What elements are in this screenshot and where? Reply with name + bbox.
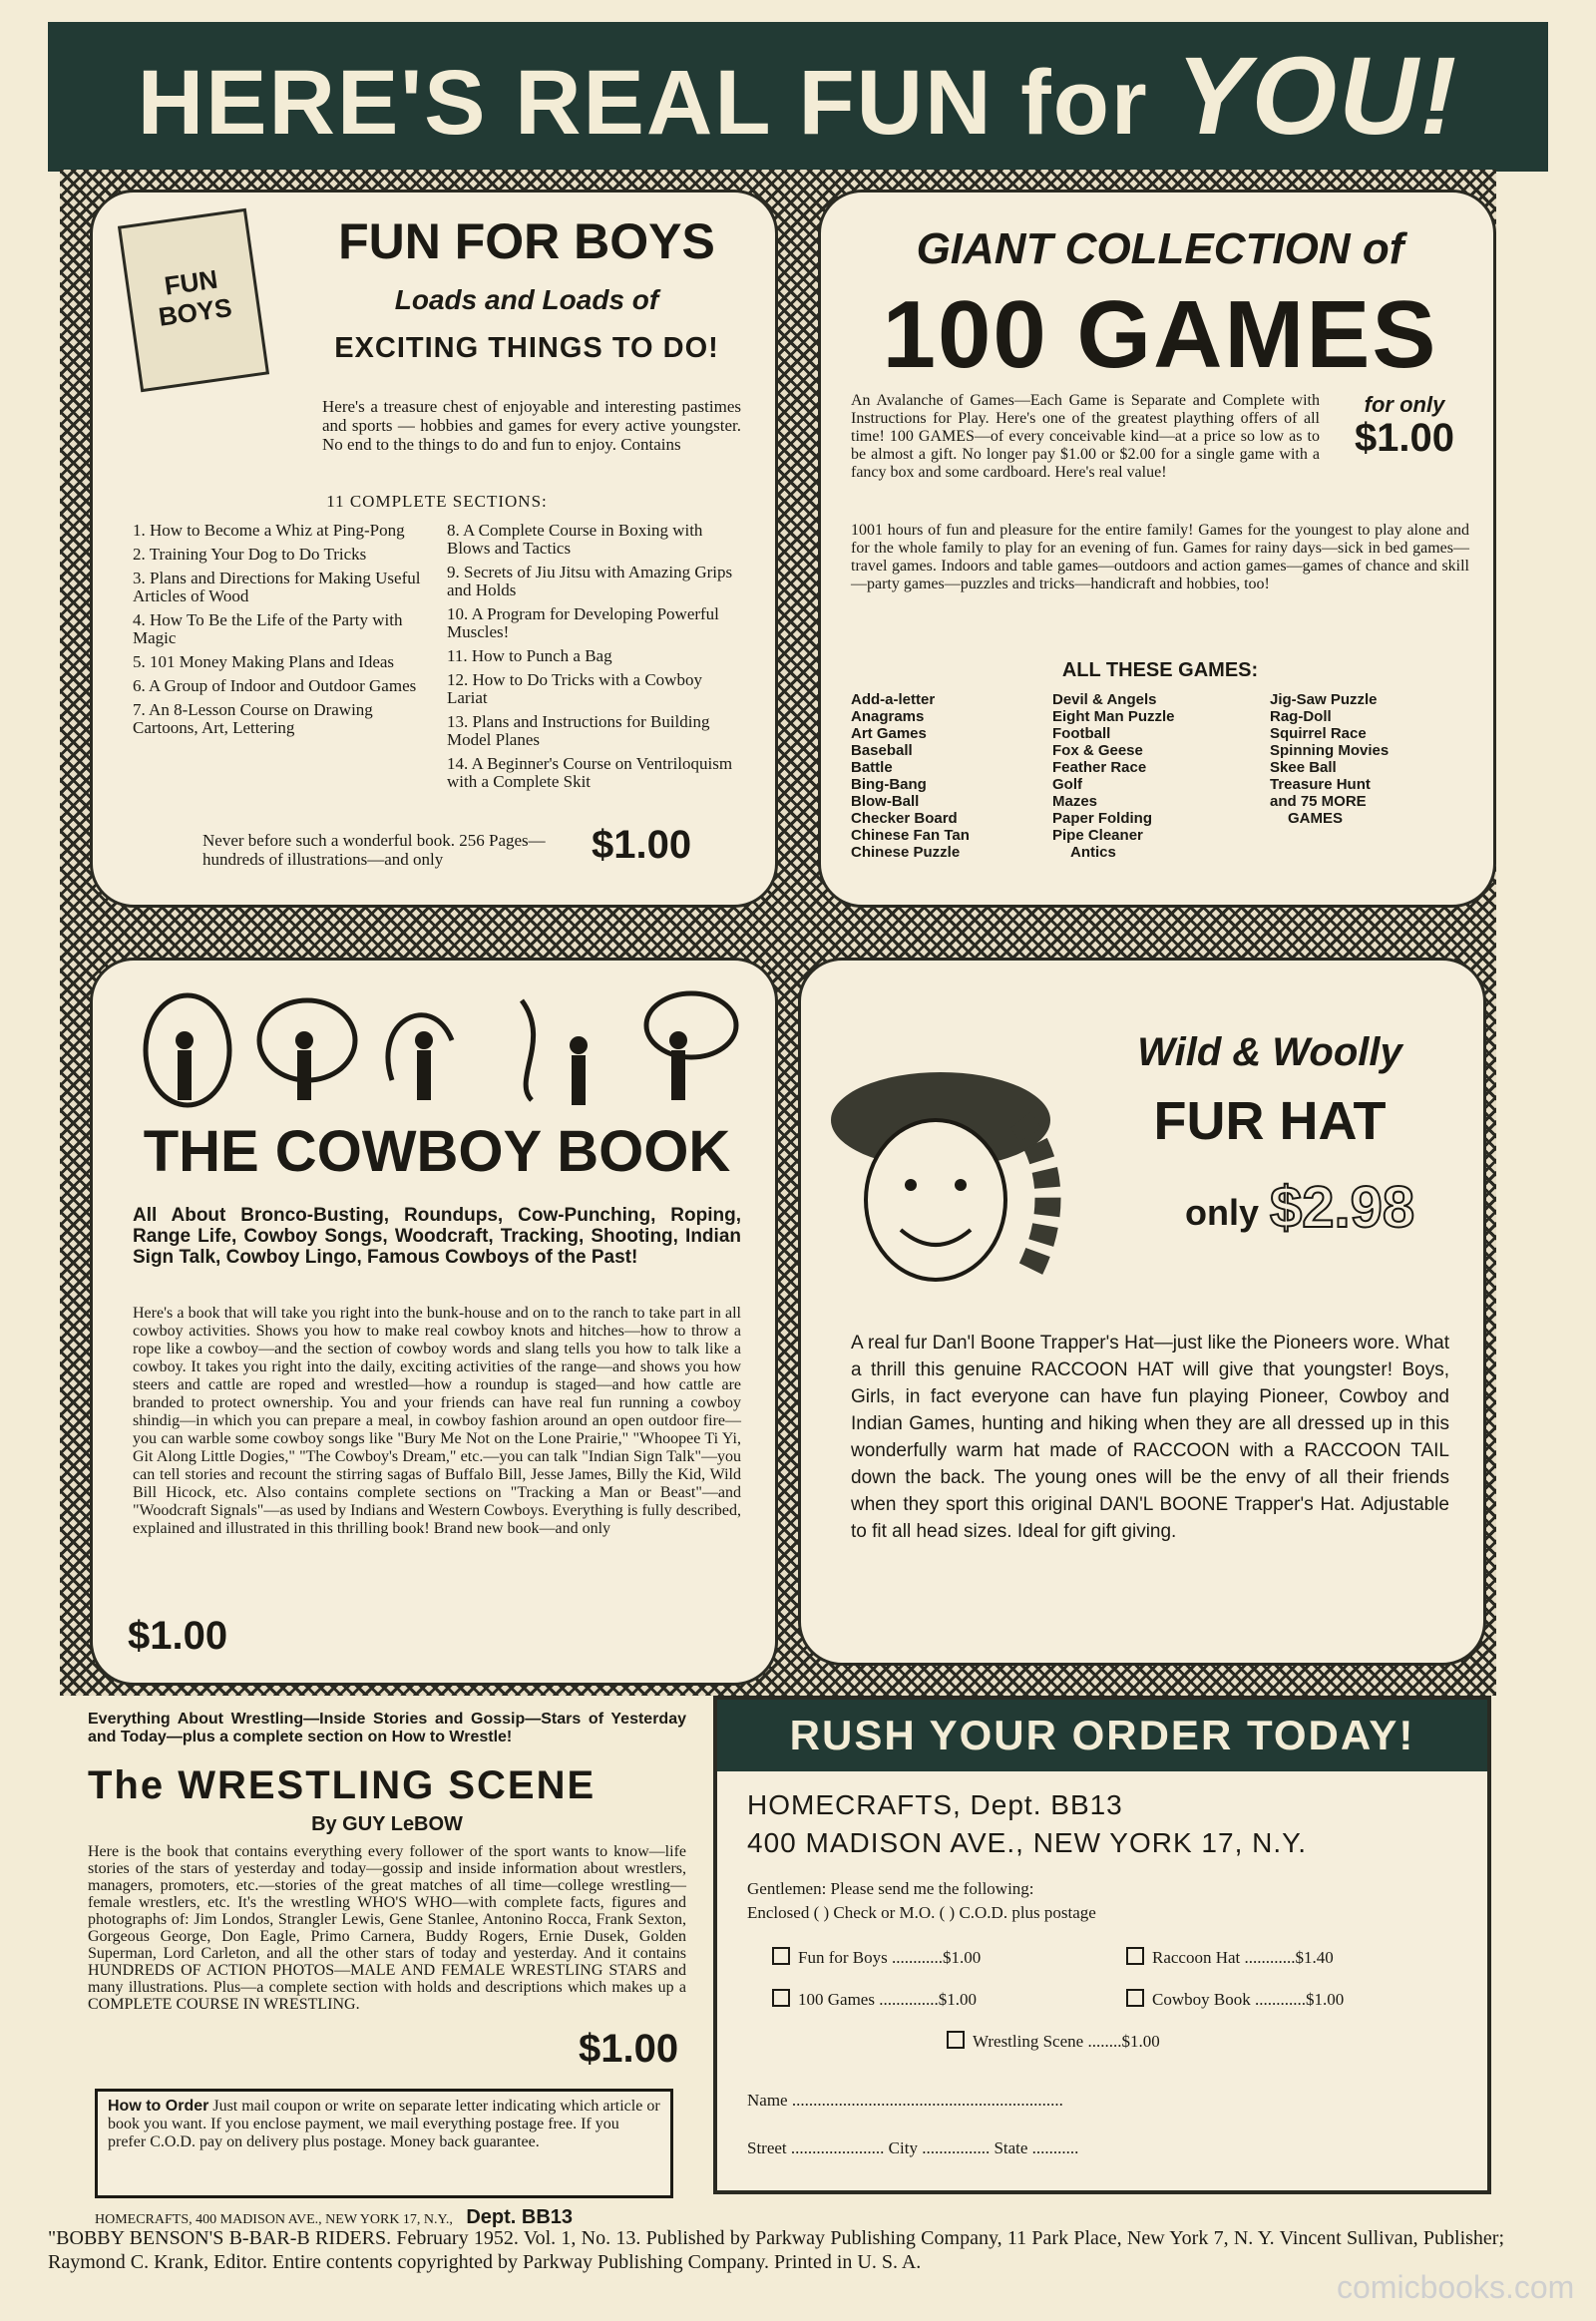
- order-item-fun-for-boys[interactable]: [772, 1947, 981, 1968]
- games-title1: GIANT COLLECTION of: [916, 224, 1404, 273]
- games-title2: 100 GAMES: [882, 281, 1438, 388]
- order-item-label: Raccoon Hat ............$1.40: [1152, 1948, 1334, 1967]
- game-item: Anagrams: [851, 708, 925, 725]
- order-item-cowboy-book[interactable]: [1126, 1989, 1344, 2010]
- game-item: Feather Race: [1052, 759, 1147, 776]
- order-item-label: Wrestling Scene ........$1.00: [973, 2032, 1160, 2051]
- game-item: Squirrel Race: [1270, 725, 1367, 742]
- lasso-cowboys-illustration: [133, 980, 751, 1110]
- game-item: and 75 MORE: [1270, 793, 1367, 810]
- order-address-1: HOMECRAFTS, Dept. BB13: [747, 1789, 1123, 1820]
- section-item: 8. A Complete Course in Boxing with Blows and Tactics: [447, 521, 703, 558]
- order-street-city-state-field[interactable]: Street ...................... City ................ State ...........: [747, 2138, 1079, 2157]
- cowboy-book-lead: All About Bronco-Busting, Roundups, Cow-Punching, Roping, Range Life, Cowboy Songs, Woodcraft, Tracking, Shooting, Indian Sign Talk, Cowboy Lingo, Famous Cowboys of the Past!: [133, 1205, 741, 1268]
- game-item: Bing-Bang: [851, 776, 927, 793]
- game-item: Fox & Geese: [1052, 742, 1143, 759]
- order-item-raccoon-hat[interactable]: [1126, 1947, 1334, 1968]
- game-item: GAMES: [1288, 810, 1344, 827]
- fun-for-boys-intro: Here's a treasure chest of enjoyable and interesting pastimes and sports — hobbies and games for every active youngster. No end to the things to do and fun to enjoy. Contains: [322, 397, 741, 454]
- game-item: Devil & Angels: [1052, 691, 1157, 708]
- fun-for-boys-price: $1.00: [592, 823, 692, 867]
- site-watermark: comicbooks.com: [1337, 2269, 1575, 2305]
- game-item: Pipe Cleaner: [1052, 827, 1143, 844]
- section-item: 12. How to Do Tricks with a Cowboy Lariat: [447, 670, 702, 707]
- cowboy-book-title: THE COWBOY BOOK: [143, 1119, 731, 1184]
- book-label: FUN BOYS: [157, 263, 234, 332]
- games-col-1: [851, 691, 1040, 861]
- section-item: 5. 101 Money Making Plans and Ideas: [133, 652, 395, 671]
- game-item: Rag-Doll: [1270, 708, 1332, 725]
- section-item: 2. Training Your Dog to Do Tricks: [133, 545, 367, 564]
- cowboy-book-price: $1.00: [128, 1614, 228, 1658]
- section-item: 13. Plans and Instructions for Building Model Planes: [447, 712, 710, 749]
- order-item-label: Fun for Boys ............$1.00: [798, 1948, 982, 1967]
- order-gentlemen: Gentlemen: Please send me the following:: [747, 1879, 1034, 1898]
- game-item: Skee Ball: [1270, 759, 1337, 776]
- fur-hat-only: only: [1185, 1192, 1260, 1233]
- sections-left-list: [133, 522, 422, 743]
- games-intro: An Avalanche of Games—Each Game is Separate and Complete with Instructions for Play. Here's one of the greatest plaything offers of all time! 100 GAMES—of every conceivable kind—at a price so low as to be almost a gift. No longer pay $1.00 or $2.00 for a single game with a fancy box and some cardboard. Here's real value!: [851, 392, 1320, 481]
- game-item: Jig-Saw Puzzle: [1270, 691, 1378, 708]
- how-to-order-body: Just mail coupon or write on separate letter indicating which article or book you want. If you enclose payment, we mail everything postage free. If you prefer C.O.D. pay on delivery plus postage. Money back guarantee.: [108, 2098, 660, 2150]
- section-item: 4. How To Be the Life of the Party with Magic: [133, 610, 403, 647]
- order-item-label: Cowboy Book ............$1.00: [1152, 1990, 1345, 2009]
- game-item: Antics: [1070, 844, 1116, 861]
- order-name-field[interactable]: Name ................................................................: [747, 2091, 1063, 2110]
- sections-heading: 11 COMPLETE SECTIONS:: [326, 492, 548, 511]
- homecrafts-dept: Dept. BB13: [466, 2206, 574, 2228]
- games-col-2: [1052, 691, 1252, 861]
- headline-emphasis: YOU!: [1176, 35, 1459, 158]
- game-item: Paper Folding: [1052, 810, 1153, 827]
- fun-for-boys-title: FUN FOR BOYS: [338, 213, 715, 269]
- fur-hat-title2: FUR HAT: [1153, 1091, 1387, 1151]
- game-item: Baseball: [851, 742, 913, 759]
- wrestling-title: The WRESTLING SCENE: [88, 1763, 597, 1807]
- fun-for-boys-panel: [90, 190, 778, 908]
- order-header: RUSH YOUR ORDER TODAY!: [717, 1700, 1487, 1771]
- book-illustration: [118, 208, 269, 392]
- game-item: Chinese Puzzle: [851, 844, 961, 861]
- headline-main: HERE'S REAL FUN for: [137, 52, 1177, 154]
- games-col-3: [1270, 691, 1479, 827]
- cowboy-book-panel: [90, 958, 778, 1686]
- section-item: 14. A Beginner's Course on Ventriloquism with a Complete Skit: [447, 754, 733, 791]
- game-item: Battle: [851, 759, 893, 776]
- checkbox-icon[interactable]: [1126, 1947, 1144, 1965]
- games-panel: [818, 190, 1496, 908]
- game-item: Blow-Ball: [851, 793, 920, 810]
- fur-hat-panel: [798, 958, 1486, 1666]
- game-item: Chinese Fan Tan: [851, 827, 970, 844]
- wrestling-lead: Everything About Wrestling—Inside Stories and Gossip—Stars of Yesterday and Today—plus a complete section on How to Wrestle!: [88, 1711, 686, 1745]
- order-item-100-games[interactable]: [772, 1989, 977, 2010]
- fun-for-boys-subtitle: Loads and Loads of: [394, 284, 659, 315]
- game-item: Add-a-letter: [851, 691, 936, 708]
- section-item: 10. A Program for Developing Powerful Muscles!: [447, 604, 719, 641]
- section-item: 7. An 8-Lesson Course on Drawing Cartoons, Art, Lettering: [133, 700, 373, 737]
- section-item: 6. A Group of Indoor and Outdoor Games: [133, 676, 417, 695]
- games-para2: 1001 hours of fun and pleasure for the entire family! Games for the youngest to play alone and for the whole family to play for an evening of fun. Games for rainy days—sick in bed games—travel games. Indoors and table games—outdoors and action games—games of chance and skill—party games—puzzles and tricks—handicraft and hobbies, too!: [851, 522, 1469, 592]
- wrestling-author: By GUY LeBOW: [311, 1813, 463, 1835]
- fur-hat-title1: Wild & Woolly: [1137, 1030, 1402, 1074]
- checkbox-icon[interactable]: [947, 2031, 965, 2049]
- game-item: Checker Board: [851, 810, 958, 827]
- game-item: Mazes: [1052, 793, 1098, 810]
- fun-for-boys-subtitle2: EXCITING THINGS TO DO!: [334, 332, 719, 364]
- order-address-2: 400 MADISON AVE., NEW YORK 17, N.Y.: [747, 1827, 1307, 1858]
- section-item: 9. Secrets of Jiu Jitsu with Amazing Grips and Holds: [447, 563, 733, 599]
- how-to-order-title: How to Order: [108, 2098, 209, 2115]
- order-coupon[interactable]: [713, 1696, 1491, 2194]
- game-item: Eight Man Puzzle: [1052, 708, 1175, 725]
- fur-hat-body: A real fur Dan'l Boone Trapper's Hat—just like the Pioneers wore. What a thrill this genuine RACCOON HAT will give that youngster! Boys, Girls, in fact everyone can have fun playing Pioneer, Cowboy and Indian Games, hunting and hiking when they are all dressed up in this wonderfully warm hat made of RACCOON with a RACCOON TAIL down the back. The young ones will be the envy of all their friends when they sport this original DAN'L BOONE Trapper's Hat. Adjustable to fit all head sizes. Ideal for gift giving.: [851, 1333, 1449, 1542]
- order-item-wrestling-scene[interactable]: [947, 2031, 1160, 2052]
- games-for-only: for only: [1364, 392, 1445, 417]
- order-enclosed-options[interactable]: Enclosed ( ) Check or M.O. ( ) C.O.D. plus postage: [747, 1903, 1096, 1922]
- fur-hat-price: $2.98: [1270, 1175, 1415, 1240]
- game-item: Spinning Movies: [1270, 742, 1390, 759]
- how-to-order-box: [95, 2089, 673, 2198]
- publication-footer: "BOBBY BENSON'S B-BAR-B RIDERS. February 1952. Vol. 1, No. 13. Published by Parkway Publishing Company, 11 Park Place, New York 7, N. Y. Vincent Sullivan, Publisher; Raymond C. Krank, Editor. Entire contents copyrighted by Parkway Publishing Company. Printed in U. S. A.: [48, 2227, 1504, 2273]
- order-item-label: 100 Games ..............$1.00: [798, 1990, 977, 2009]
- sections-right-list: [447, 522, 746, 797]
- wrestling-price: $1.00: [579, 2027, 679, 2071]
- homecrafts-address: HOMECRAFTS, 400 MADISON AVE., NEW YORK 17, N.Y.,: [95, 2212, 453, 2227]
- checkbox-icon[interactable]: [1126, 1989, 1144, 2007]
- checkbox-icon[interactable]: [772, 1947, 790, 1965]
- game-item: Art Games: [851, 725, 927, 742]
- games-price: $1.00: [1354, 416, 1455, 460]
- game-item: Treasure Hunt: [1270, 776, 1371, 793]
- fun-for-boys-footer: Never before such a wonderful book. 256 Pages—hundreds of illustrations—and only: [202, 831, 546, 869]
- checkbox-icon[interactable]: [772, 1989, 790, 2007]
- raccoon-hat-boy-illustration: [821, 1060, 1070, 1290]
- section-item: 3. Plans and Directions for Making Useful Articles of Wood: [133, 569, 421, 605]
- cowboy-book-body: Here's a book that will take you right into the bunk-house and on to the ranch to take part in all cowboy activities. Shows you how to make real cowboy knots and hitches—how to throw a rope like a cowboy—and the section of cowboy words and slang tells you how to talk like a cowboy. It takes you right into the daily, exciting activities of the range—and shows you how steers and cattle are roped and wrestled—how a roundup is staged—and how cattle are branded to protect ownership. You and your friends can have real fun running a cowboy shindig—in which you can prepare a meal, in cowboy fashion around an open outdoor fire—you can warble some cowboy songs like "Bury Me Not on the Lone Prairie," "Whoopee Ti Yi, Git Along Little Dogies," "The Cowboy's Dream," etc.—you can talk "Indian Sign Talk"—you can tell stories and recount the stirring sagas of Buffalo Bill, Jesse James, Billy the Kid, Wild Bill Hicock, etc. Also contains complete sections on "Tracking a Man or Beast"—and "Woodcraft Signals"—as used by Indians and Western Cowboys. Everything is fully described, explained and illustrated in this thrilling book! Brand new book—and only: [133, 1305, 741, 1537]
- section-item: 1. How to Become a Whiz at Ping-Pong: [133, 521, 405, 540]
- section-item: 11. How to Punch a Bag: [447, 646, 612, 665]
- headline-banner: [48, 22, 1548, 172]
- game-item: Golf: [1052, 776, 1082, 793]
- wrestling-body: Here is the book that contains everything every follower of the sport wants to know—life stories of the stars of yesterday and today—gossip and inside information about wrestlers, managers, promoters, etc.—stories of the great matches of all time—college wrestling—female wrestlers, etc. It's the wrestling WHO'S WHO—with complete facts, figures and photographs of: Jim Londos, Strangler Lewis, Gene Stanlee, Antonino Rocca, Frank Sexton, Gorgeous George, Don Eagle, Primo Carnera, Buddy Rogers, Ernie Dusek, Golden Superman, Lord Carleton, and all the other stars of today and yesterday. And it contains HUNDREDS OF ACTION PHOTOS—MALE AND FEMALE WRESTLING STARS and many illustrations. Plus—a complete section with holds and descriptions which makes up a COMPLETE COURSE IN WRESTLING.: [88, 1843, 686, 2013]
- game-item: Football: [1052, 725, 1111, 742]
- games-list-heading: ALL THESE GAMES:: [1061, 659, 1259, 681]
